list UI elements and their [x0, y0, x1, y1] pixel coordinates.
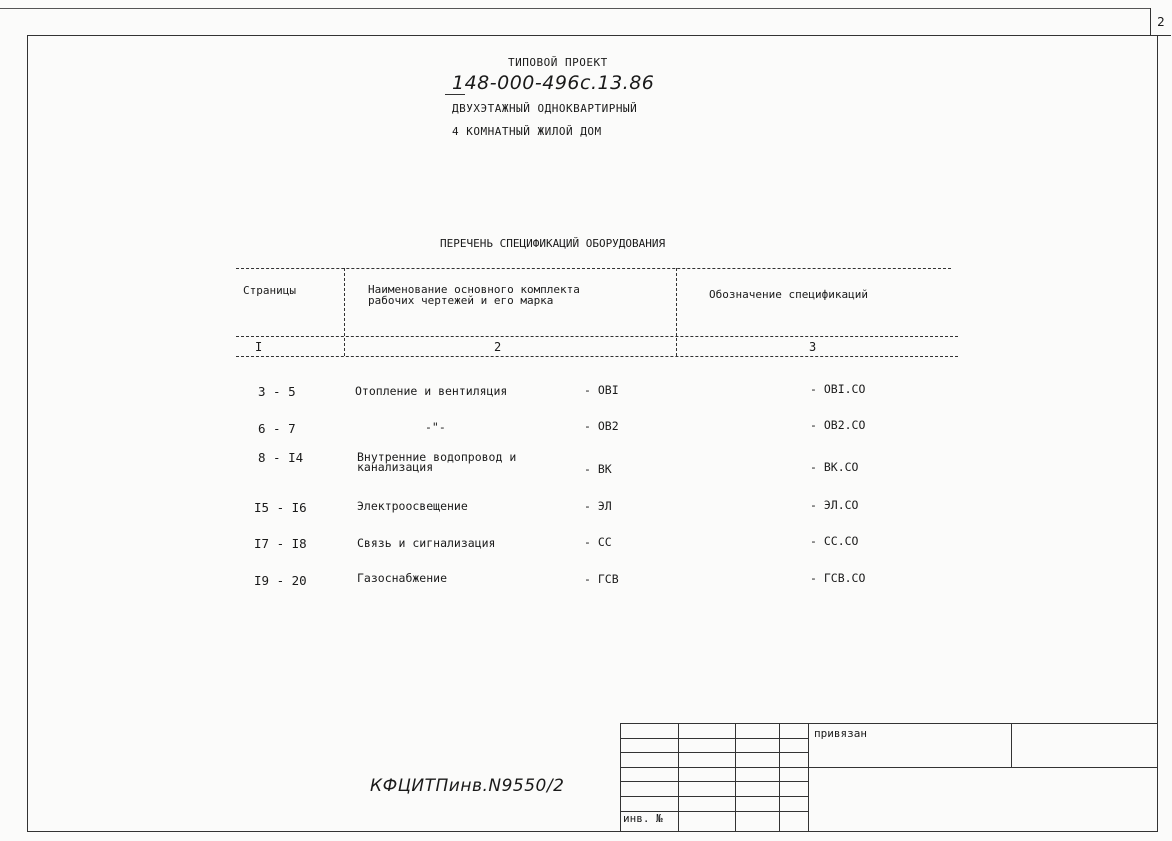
row-3-name-line-1: Внутренние водопровод и: [357, 450, 517, 464]
inventory-label: инв. №: [623, 812, 663, 825]
row-2-name: -"-: [425, 420, 446, 434]
row-1-spec: - ОВI.СО: [810, 382, 866, 396]
row-3-spec: - ВК.СО: [810, 460, 859, 474]
header-line-3: ДВУХЭТАЖНЫЙ ОДНОКВАРТИРНЫЙ: [452, 102, 638, 115]
bound-label: привязан: [814, 727, 867, 740]
table-divider-2: [676, 268, 677, 356]
inventory-stamp: КФЦИТПинв.N9550/2: [370, 776, 565, 796]
row-4-name: Электроосвещение: [357, 499, 468, 513]
row-5-pages: I7 - I8: [254, 536, 307, 551]
row-2-pages: 6 - 7: [258, 421, 296, 436]
header-spec: Обозначение спецификаций: [709, 288, 868, 301]
column-number-1: I: [255, 340, 263, 354]
row-5-mark: - СС: [584, 535, 612, 549]
row-6-mark: - ГСВ: [584, 572, 619, 586]
row-4-mark: - ЭЛ: [584, 499, 612, 513]
row-4-spec: - ЭЛ.СО: [810, 498, 859, 512]
row-6-spec: - ГСВ.СО: [810, 571, 866, 585]
row-4-pages: I5 - I6: [254, 500, 307, 515]
outer-frame-top: [0, 8, 1150, 9]
table-divider-1: [344, 268, 345, 356]
row-6-pages: I9 - 20: [254, 573, 307, 588]
project-code: 148-000-496с.13.86: [452, 72, 655, 94]
row-6-name: Газоснабжение: [357, 571, 448, 585]
row-5-spec: - СС.СО: [810, 534, 859, 548]
row-1-mark: - ОВI: [584, 383, 619, 397]
page-number: 2: [1150, 8, 1171, 36]
column-number-3: 3: [809, 340, 817, 354]
table-colnum-bottom-line: [236, 356, 958, 357]
frame-bottom-border: [27, 831, 1157, 832]
header-line-1: ТИПОВОЙ ПРОЕКТ: [508, 56, 608, 69]
code-underline: [445, 94, 465, 95]
row-3-name-line-2: канализация: [357, 460, 434, 474]
row-1-pages: 3 - 5: [258, 384, 296, 399]
row-1-name: Отопление и вентиляция: [355, 384, 508, 398]
frame-left-border: [27, 35, 28, 832]
header-name-line-1: Наименование основного комплекта: [368, 283, 580, 296]
frame-top-border: [27, 35, 1157, 36]
row-5-name: Связь и сигнализация: [357, 536, 496, 550]
header-line-4: 4 КОМНАТНЫЙ ЖИЛОЙ ДОМ: [452, 125, 602, 138]
row-3-pages: 8 - I4: [258, 450, 304, 465]
list-title: ПЕРЕЧЕНЬ СПЕЦИФИКАЦИЙ ОБОРУДОВАНИЯ: [440, 237, 666, 250]
row-2-spec: - ОВ2.СО: [810, 418, 866, 432]
column-number-2: 2: [494, 340, 502, 354]
header-name-line-2: рабочих чертежей и его марка: [368, 294, 554, 307]
row-3-mark: - ВК: [584, 462, 612, 476]
header-pages: Страницы: [243, 284, 296, 297]
row-2-mark: - ОВ2: [584, 419, 619, 433]
frame-right-border: [1157, 35, 1158, 832]
